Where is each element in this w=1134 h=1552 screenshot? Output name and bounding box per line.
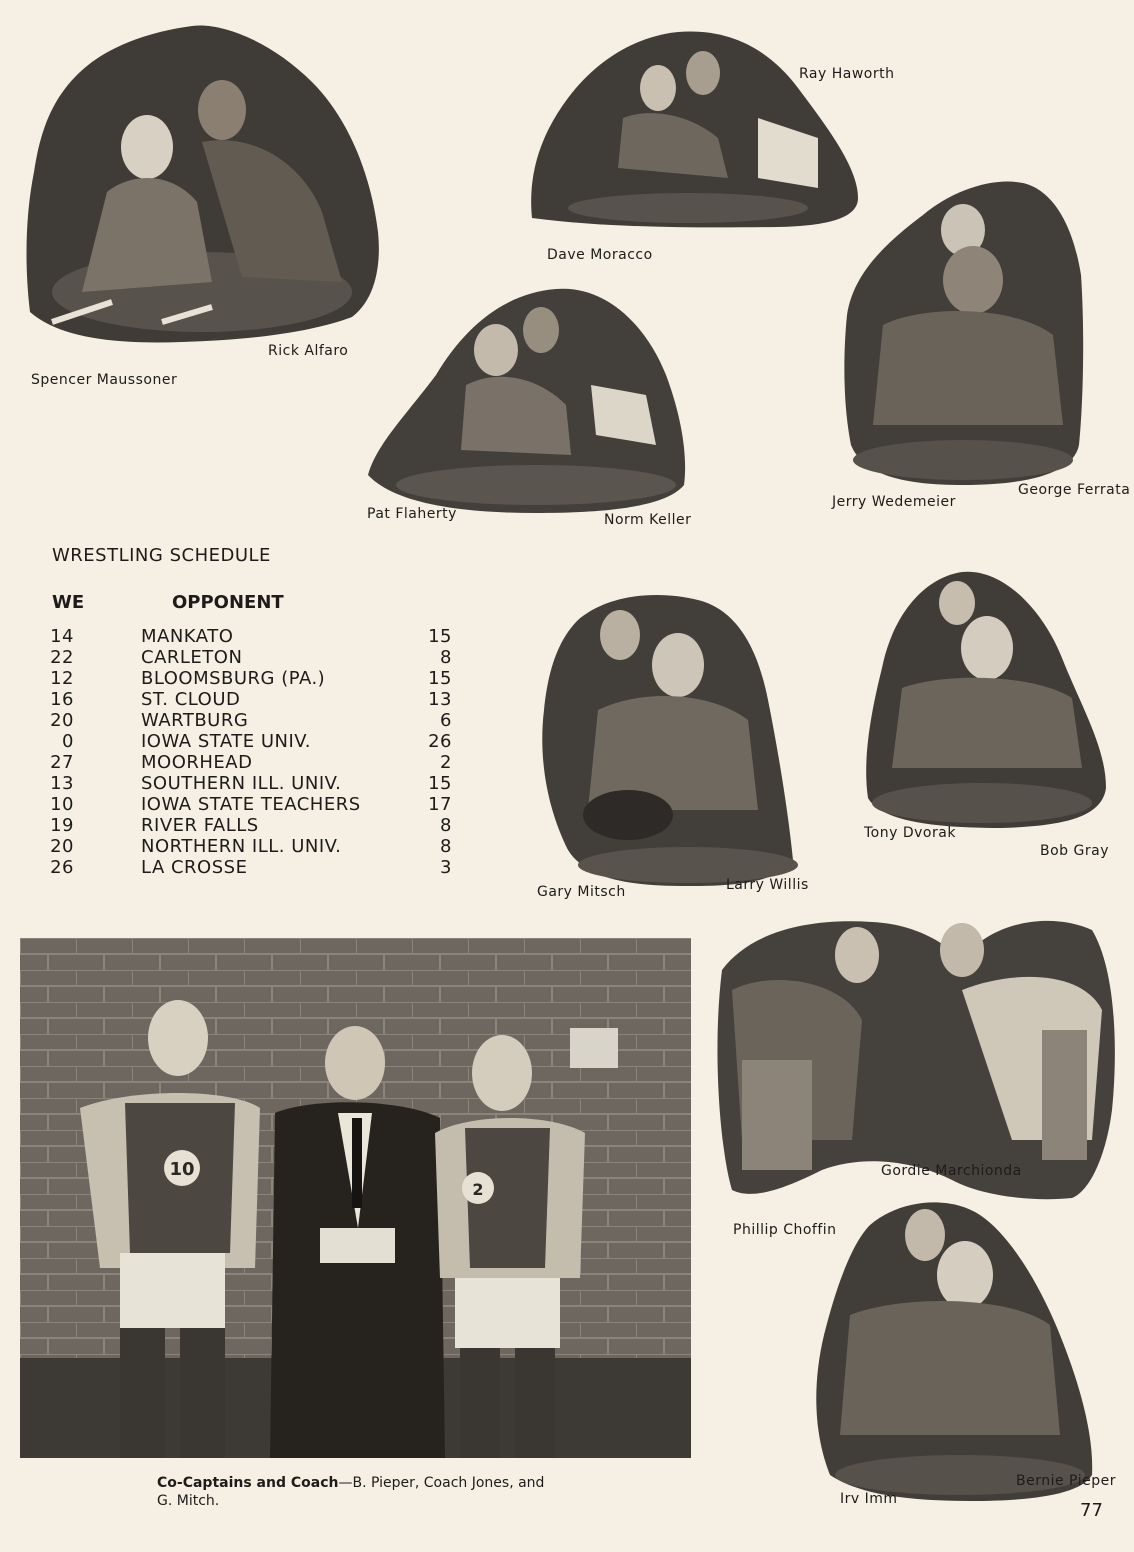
opponent-name: RIVER FALLS bbox=[141, 815, 259, 836]
page-number: 77 bbox=[1080, 1500, 1103, 1521]
caption-george-ferrata: George Ferrata bbox=[1018, 482, 1131, 498]
opponent-name: NORTHERN ILL. UNIV. bbox=[141, 836, 342, 857]
opponent-score: 2 bbox=[440, 752, 452, 773]
schedule-col-we: WE bbox=[52, 592, 85, 613]
group-photo bbox=[20, 938, 691, 1458]
caption-bernie-pieper: Bernie Pieper bbox=[1016, 1473, 1116, 1489]
caption-tony-dvorak: Tony Dvorak bbox=[864, 825, 956, 841]
schedule-heading: WRESTLING SCHEDULE bbox=[52, 545, 271, 566]
caption-larry-willis: Larry Willis bbox=[726, 877, 809, 893]
photo-mitsch-willis bbox=[538, 590, 798, 888]
photo-maussoner-alfaro bbox=[22, 22, 384, 344]
caption-names: —B. Pieper, Coach Jones, and G. Mitch. bbox=[157, 1475, 545, 1509]
schedule-col-opponent: OPPONENT bbox=[172, 592, 284, 613]
schedule-row bbox=[48, 794, 452, 815]
opponent-score: 15 bbox=[428, 773, 452, 794]
jersey-number-left: 10 bbox=[169, 1159, 195, 1180]
caption-norm-keller: Norm Keller bbox=[604, 512, 692, 528]
caption-irv-imm: Irv Imm bbox=[840, 1491, 898, 1507]
we-score: 26 bbox=[50, 857, 74, 878]
we-score: 0 bbox=[62, 731, 74, 752]
we-score: 12 bbox=[50, 668, 74, 689]
photo-flaherty-keller bbox=[366, 285, 688, 515]
opponent-score: 15 bbox=[428, 626, 452, 647]
we-score: 27 bbox=[50, 752, 74, 773]
schedule-row bbox=[48, 857, 452, 878]
opponent-name: IOWA STATE TEACHERS bbox=[141, 794, 361, 815]
opponent-name: CARLETON bbox=[141, 647, 243, 668]
caption-dave-moracco: Dave Moracco bbox=[547, 247, 653, 263]
opponent-score: 26 bbox=[428, 731, 452, 752]
opponent-name: IOWA STATE UNIV. bbox=[141, 731, 312, 752]
opponent-name: MOORHEAD bbox=[141, 752, 253, 773]
schedule-row bbox=[48, 836, 452, 857]
opponent-score: 8 bbox=[440, 815, 452, 836]
caption-spencer-maussoner: Spencer Maussoner bbox=[31, 372, 178, 388]
photo-marchionda-choffin bbox=[712, 910, 1118, 1200]
opponent-score: 3 bbox=[440, 857, 452, 878]
caption-gordie-marchionda: Gordie Marchionda bbox=[881, 1163, 1022, 1179]
opponent-name: BLOOMSBURG (PA.) bbox=[141, 668, 326, 689]
jersey-number-right: 2 bbox=[472, 1180, 484, 1199]
schedule-row bbox=[48, 731, 452, 752]
opponent-score: 8 bbox=[440, 836, 452, 857]
opponent-name: ST. CLOUD bbox=[141, 689, 241, 710]
we-score: 16 bbox=[50, 689, 74, 710]
opponent-score: 8 bbox=[440, 647, 452, 668]
caption-phillip-choffin: Phillip Choffin bbox=[733, 1222, 837, 1238]
we-score: 13 bbox=[50, 773, 74, 794]
photo-wedemeier-ferrata bbox=[843, 175, 1085, 487]
we-score: 20 bbox=[50, 836, 74, 857]
opponent-score: 6 bbox=[440, 710, 452, 731]
caption-ray-haworth: Ray Haworth bbox=[799, 66, 895, 82]
group-photo-caption bbox=[157, 1474, 547, 1510]
photo-dvorak-gray bbox=[862, 568, 1108, 830]
we-score: 20 bbox=[50, 710, 74, 731]
schedule-row bbox=[48, 815, 452, 836]
schedule-row bbox=[48, 689, 452, 710]
opponent-score: 17 bbox=[428, 794, 452, 815]
opponent-score: 13 bbox=[428, 689, 452, 710]
caption-jerry-wedemeier: Jerry Wedemeier bbox=[832, 494, 956, 510]
opponent-name: MANKATO bbox=[141, 626, 234, 647]
photo-haworth-moracco bbox=[528, 28, 860, 228]
caption-pat-flaherty: Pat Flaherty bbox=[367, 506, 457, 522]
opponent-name: WARTBURG bbox=[141, 710, 249, 731]
schedule-row bbox=[48, 647, 452, 668]
we-score: 22 bbox=[50, 647, 74, 668]
schedule-row bbox=[48, 668, 452, 689]
caption-bob-gray: Bob Gray bbox=[1040, 843, 1109, 859]
caption-title: Co-Captains and Coach bbox=[157, 1475, 339, 1491]
schedule-row bbox=[48, 773, 452, 794]
opponent-name: SOUTHERN ILL. UNIV. bbox=[141, 773, 342, 794]
schedule-row bbox=[48, 626, 452, 647]
opponent-name: LA CROSSE bbox=[141, 857, 248, 878]
we-score: 10 bbox=[50, 794, 74, 815]
caption-rick-alfaro: Rick Alfaro bbox=[268, 343, 349, 359]
photo-imm-pieper bbox=[810, 1195, 1095, 1503]
we-score: 19 bbox=[50, 815, 74, 836]
schedule-row bbox=[48, 752, 452, 773]
caption-gary-mitsch: Gary Mitsch bbox=[537, 884, 626, 900]
schedule-row bbox=[48, 710, 452, 731]
schedule-table bbox=[48, 626, 452, 878]
opponent-score: 15 bbox=[428, 668, 452, 689]
we-score: 14 bbox=[50, 626, 74, 647]
